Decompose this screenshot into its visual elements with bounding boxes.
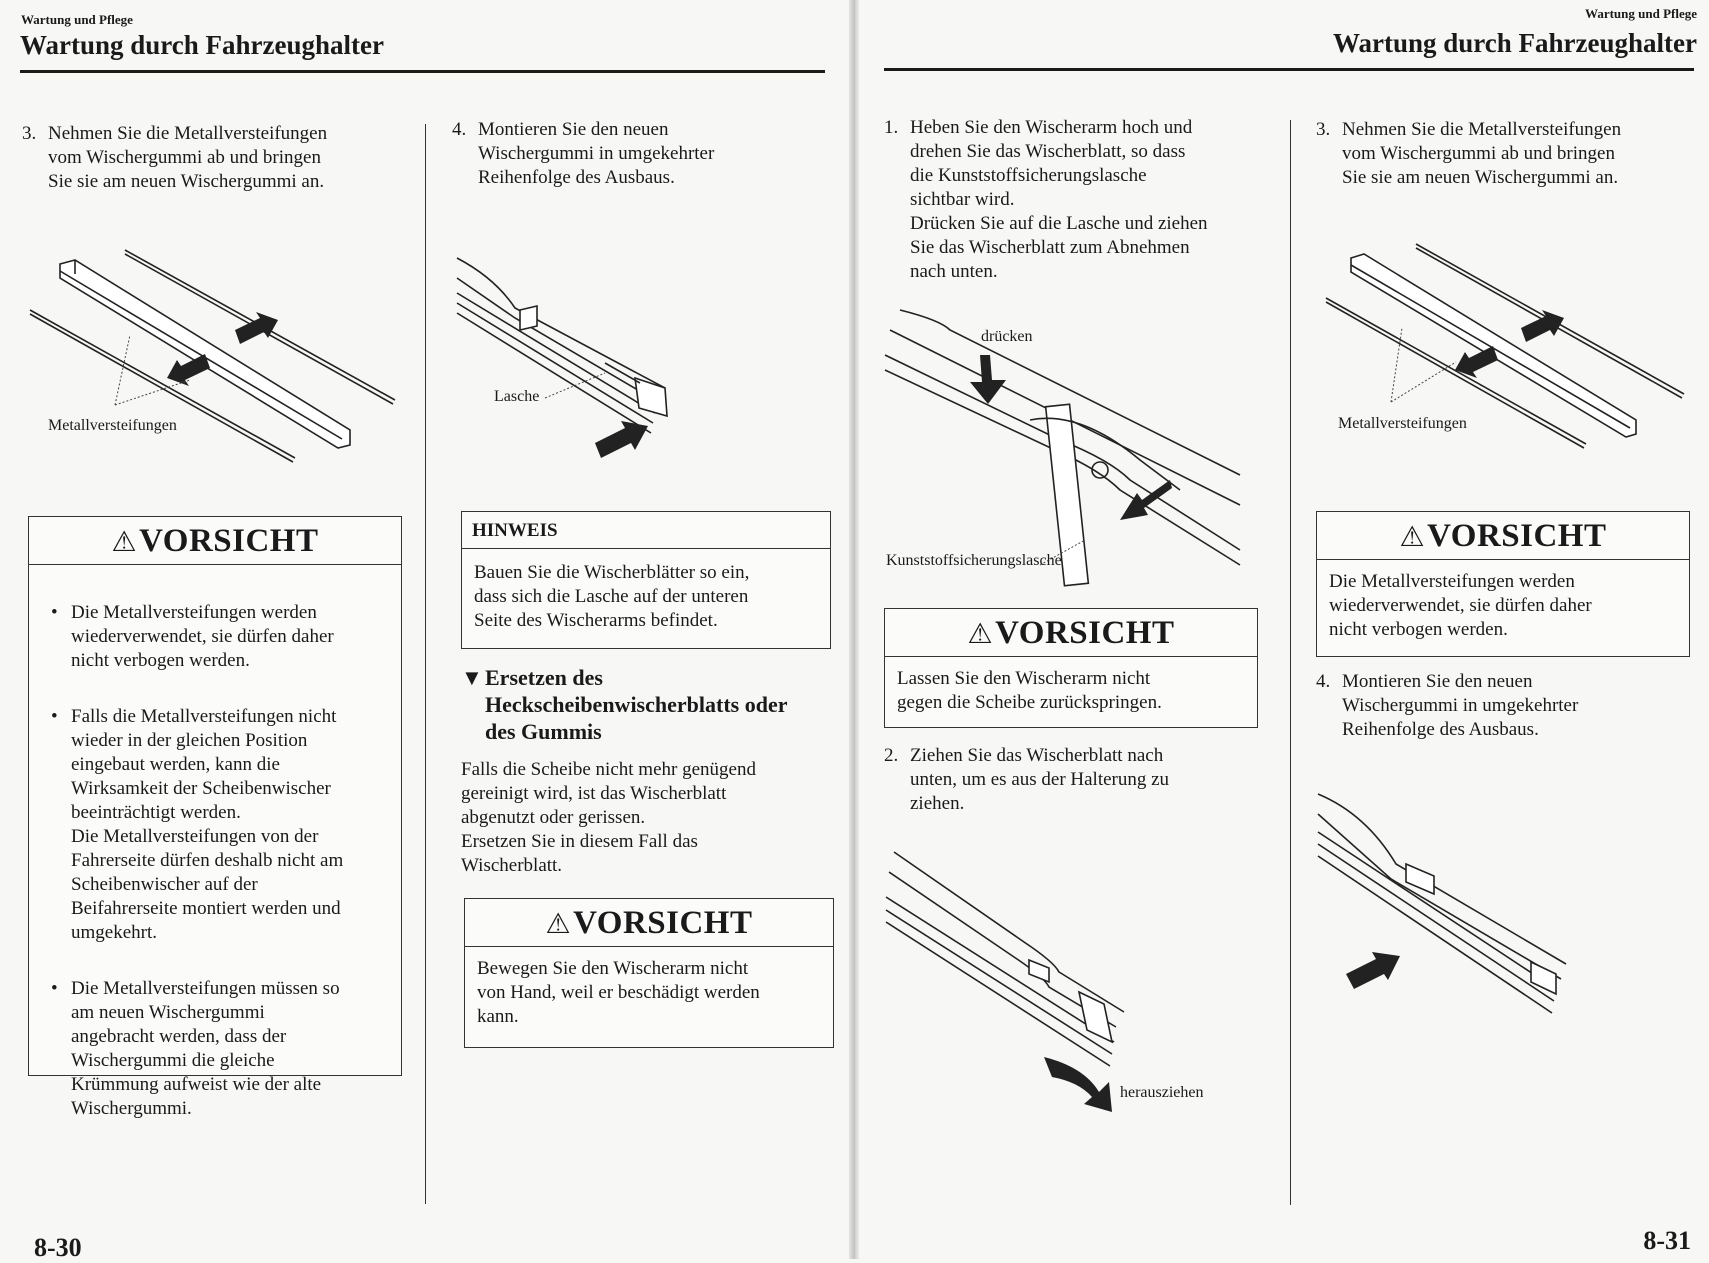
left-page <box>0 0 850 1262</box>
warning-triangle-icon: ⚠ <box>545 909 572 940</box>
step-2: 2. Ziehen Sie das Wischerblatt nach unten, um es aus der Halterung zu ziehen. <box>884 745 1170 814</box>
warning-triangle-icon: ⚠ <box>1399 522 1426 553</box>
caution-box <box>464 898 834 1048</box>
wiper-tab-figure <box>455 238 685 468</box>
caution-heading: ⚠VORSICHT <box>1317 512 1689 560</box>
replacement-paragraph: Falls die Scheibe nicht mehr genügend gereinigt wird, ist das Wischerblatt abgenutzt oder gerissen. Ersetzen Sie in diesem Fall das Wischerblatt. <box>461 759 756 876</box>
step-4: 4. Montieren Sie den neuen Wischergummi in umgekehrter Reihenfolge des Ausbaus. <box>1316 671 1579 740</box>
page-number: 8-31 <box>1643 1226 1691 1255</box>
plastic-tab-figure <box>880 300 1280 590</box>
column-divider <box>1290 120 1291 1205</box>
step-3: 3. Nehmen Sie die Metallversteifungen vom Wischergummi ab und bringen Sie sie am neuen Wischergummi an. <box>1316 119 1622 188</box>
caution-box <box>1316 511 1690 657</box>
caution-bullet: • Die Metallversteifungen müssen so am neuen Wischergummi angebracht werden, dass der Wischergummi die gleiche Krümmung aufweist wie der alte Wischergummi. <box>51 978 340 1119</box>
title-rule <box>884 68 1694 71</box>
caution-heading: ⚠VORSICHT <box>29 517 401 565</box>
caution-body: Bewegen Sie den Wischerarm nicht von Hand, weil er beschädigt werden kann. <box>477 958 760 1027</box>
figure-label-druecken: drücken <box>981 328 1033 345</box>
triangle-marker-icon: ▼ <box>461 665 483 690</box>
figure-label-metallversteifungen: Metallversteifungen <box>1338 415 1467 432</box>
step-4: 4. Montieren Sie den neuen Wischergummi in umgekehrter Reihenfolge des Ausbaus. <box>452 119 715 188</box>
caution-heading: ⚠VORSICHT <box>885 609 1257 657</box>
page-title: Wartung durch Fahrzeughalter <box>20 30 384 60</box>
caution-bullet: • Falls die Metallversteifungen nicht wieder in der gleichen Position eingebaut werden, kann die Wirksamkeit der Scheibenwischer beeinträchtigt werden. Die Metallversteifungen von der Fahrerseite dürfen deshalb nicht am Scheibenwischer auf der Beifahrerseite montiert werden und umgekehrt. <box>51 706 344 943</box>
warning-triangle-icon: ⚠ <box>967 619 994 650</box>
column-divider <box>425 124 426 1204</box>
title-rule <box>20 70 825 73</box>
pull-out-figure <box>884 842 1214 1102</box>
caution-body: Die Metallversteifungen werden wiederverwendet, sie dürfen daher nicht verbogen werden. <box>1329 571 1592 640</box>
page-number: 8-30 <box>34 1233 82 1262</box>
page-title: Wartung durch Fahrzeughalter <box>1333 28 1697 58</box>
metal-stiffener-figure <box>20 240 400 470</box>
figure-label-kunststoffsicherungslasche: Kunststoffsicherungslasche <box>886 552 1062 569</box>
caution-box <box>884 608 1258 728</box>
figure-label-lasche: Lasche <box>494 388 540 405</box>
figure-label-herausziehen: herausziehen <box>1120 1084 1204 1101</box>
caution-body: Lassen Sie den Wischerarm nicht gegen die Scheibe zurückspringen. <box>897 668 1162 713</box>
right-page <box>858 0 1709 1259</box>
caution-box <box>28 516 402 1119</box>
section-label: Wartung und Pflege <box>1585 6 1697 21</box>
step-3: 3. Nehmen Sie die Metallversteifungen vom Wischergummi ab und bringen Sie sie am neuen Wischergummi an. <box>22 123 328 192</box>
hinweis-box <box>461 511 831 649</box>
section-label: Wartung und Pflege <box>21 12 133 27</box>
warning-triangle-icon: ⚠ <box>111 527 138 558</box>
caution-heading: ⚠VORSICHT <box>465 899 833 947</box>
step-1: 1. Heben Sie den Wischerarm hoch und drehen Sie das Wischerblatt, so dass die Kunststoffsicherungslasche sichtbar wird. Drücken Sie auf die Lasche und ziehen Sie das Wischerblatt zum Abnehmen nach unten. <box>884 117 1208 282</box>
hinweis-heading: HINWEIS <box>462 512 830 549</box>
caution-bullet: • Die Metallversteifungen werden wiederverwendet, sie dürfen daher nicht verbogen werden. <box>51 602 334 671</box>
caution-body <box>29 565 401 1161</box>
subheading: ▼ Ersetzen des Heckscheibenwischerblatts oder des Gummis <box>461 665 788 744</box>
hinweis-body: Bauen Sie die Wischerblätter so ein, dass sich die Lasche auf der unteren Seite des Wischerarms befindet. <box>474 562 750 631</box>
new-rubber-figure <box>1316 784 1576 1024</box>
figure-label-metallversteifungen: Metallversteifungen <box>48 417 177 434</box>
